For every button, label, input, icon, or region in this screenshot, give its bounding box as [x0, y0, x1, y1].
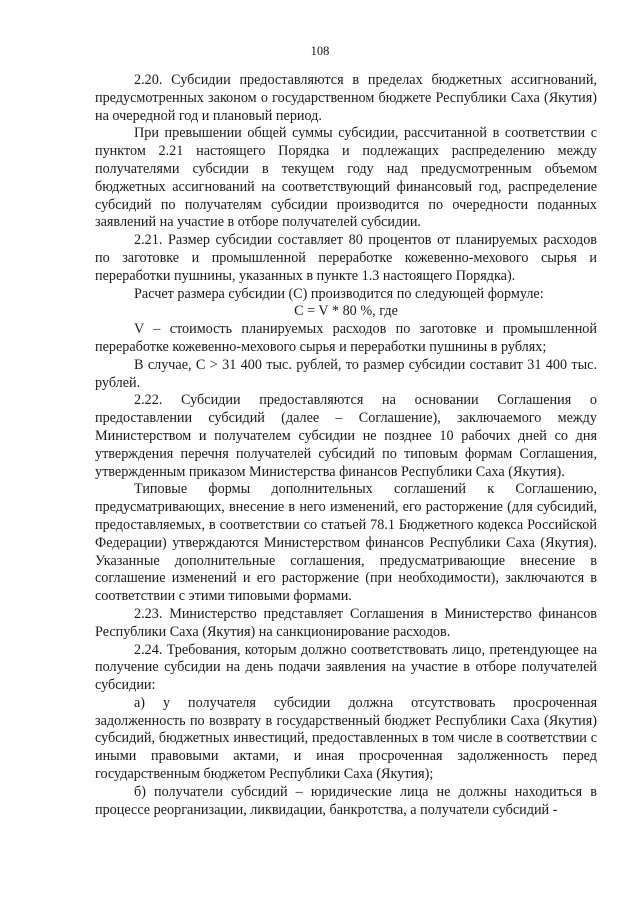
- paragraph-2-22: 2.22. Субсидии предоставляются на основании Соглашения о предоставлении субсидий (далее – Соглашение), заключаемого между Министерством и получателем субсидии не позднее 10 рабочих дней со дня утверждения перечня получателей субсидий по типовым формам Соглашения, утвержденным приказом Министерства финансов Республики Саха (Якутия).: [95, 392, 597, 480]
- paragraph-v-definition: V – стоимость планируемых расходов по заготовке и промышленной переработке кожевенно-мехового сырья и переработки пушнины в рублях;: [95, 321, 597, 355]
- paragraph-typical-forms: Типовые формы дополнительных соглашений к Соглашению, предусматривающих, внесение в него изменений, его расторжение (для субсидий, предоставляемых, в соответствии со статьей 78.1 Бюджетного кодекса Российской Федерации) утверждаются Министерством финансов Республики Саха (Якутия). Указанные дополнительные соглашения, предусматривающие внесение в соглашение изменений и его расторжение (при необходимости), заключаются в соответствии с этими типовыми формами.: [95, 481, 597, 605]
- paragraph-2-24: 2.24. Требования, которым должно соответствовать лицо, претендующее на получение субсидии на день подачи заявления на участие в отборе получателей субсидии:: [95, 641, 597, 694]
- document-body: [95, 72, 597, 819]
- paragraph-limit-case: В случае, С > 31 400 тыс. рублей, то размер субсидии составит 31 400 тыс. рублей.: [95, 356, 597, 391]
- formula: C = V * 80 %, где: [294, 303, 398, 320]
- paragraph-2-20: 2.20. Субсидии предоставляются в пределах бюджетных ассигнований, предусмотренных законом о государственном бюджете Республики Саха (Якутия) на очередной год и плановый период.: [95, 72, 597, 124]
- paragraph-2-21: 2.21. Размер субсидии составляет 80 процентов от планируемых расходов по заготовке и промышленной переработке кожевенно-мехового сырья и переработки пушнины, указанных в пункте 1.3 настоящего Порядка).: [95, 232, 597, 284]
- paragraph-excess-subsidy: При превышении общей суммы субсидии, рассчитанной в соответствии с пунктом 2.21 настоящего Порядка и подлежащих распределению между получателями субсидии в текущем году над предусмотренным объемом бюджетных ассигнований на соответствующий финансовый год, распределение субсидий по получателям субсидии производится по очередности поданных заявлений на участие в отборе получателей субсидии.: [95, 125, 597, 231]
- page-number: 108: [310, 44, 330, 58]
- paragraph-item-b: б) получатели субсидий – юридические лица не должны находиться в процессе реорганизации, ликвидации, банкротства, а получатели субсидий -: [95, 783, 597, 818]
- paragraph-item-a: а) у получателя субсидии должна отсутствовать просроченная задолженность по возврату в государственный бюджет Республики Саха (Якутия) субсидий, бюджетных инвестиций, предоставленных в том числе в соответствии с иными правовыми актами, и иная просроченная задолженность перед государственным бюджетом Республики Саха (Якутия);: [95, 694, 597, 783]
- paragraph-2-23: 2.23. Министерство представляет Соглашения в Министерство финансов Республики Саха (Якутия) на санкционирование расходов.: [95, 605, 597, 640]
- paragraph-calculation: Расчет размера субсидии (С) производится по следующей формуле:: [134, 285, 544, 302]
